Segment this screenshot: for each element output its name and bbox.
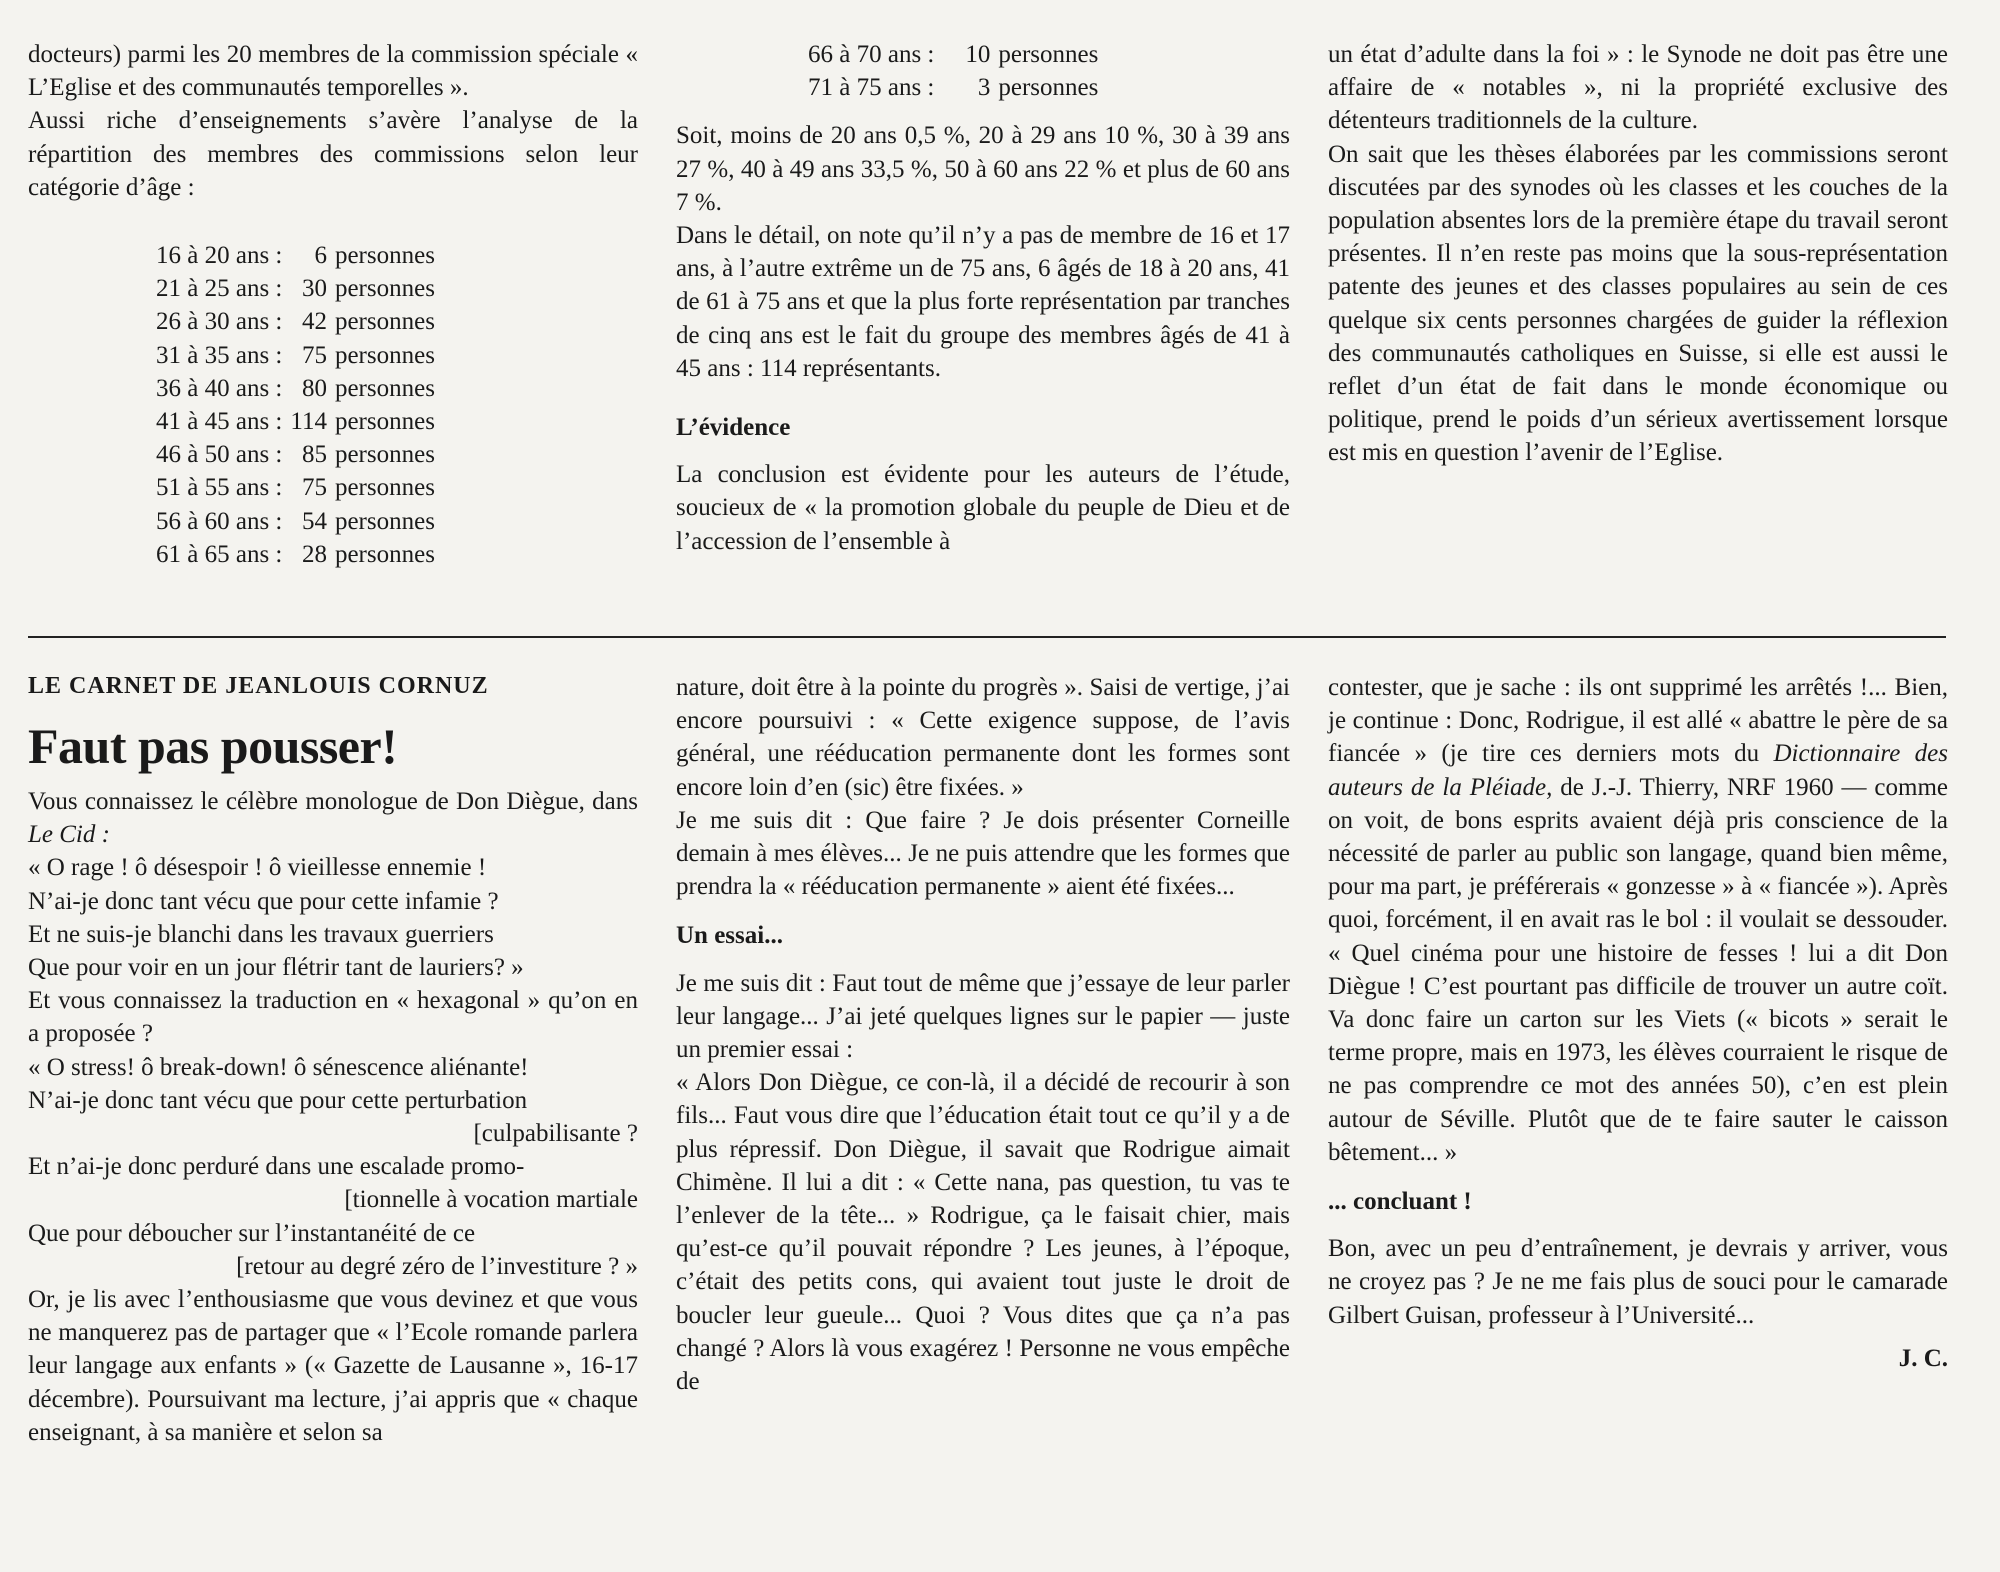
section-subheading: Un essai... — [676, 922, 783, 950]
paragraph: La conclusion est évidente pour les auteurs de l’étude, soucieux de « la promotion globale du peuple de Dieu et de l’accession de l’ensemble à — [676, 461, 1290, 555]
section-subheading: ... concluant ! — [1328, 1188, 1472, 1216]
age-count: 6 — [314, 242, 327, 270]
paragraph: Je me suis dit : Faut tout de même que j’essaye de leur parler leur langage... J’ai jeté quelques lignes sur le papier — juste un premier essai : — [676, 969, 1290, 1064]
age-row — [156, 405, 435, 438]
verse-line: N’ai-je donc tant vécu que pour cette infamie ? — [28, 887, 499, 915]
verse-line-continuation: [tionnelle à vocation martiale — [344, 1186, 638, 1214]
paragraph — [1328, 671, 1948, 1169]
age-count: 28 — [301, 540, 327, 568]
age-range: 66 à 70 ans : — [808, 41, 935, 68]
author-signature: J. C. — [1898, 1344, 1948, 1372]
age-unit: personnes — [334, 540, 435, 568]
paragraph: un état d’adulte dans la foi » : le Synode ne doit pas être une affaire de « notables », ni la propriété exclusive des détenteurs traditionnels de la culture. — [1328, 41, 1948, 135]
paragraph: On sait que les thèses élaborées par les commissions seront discutées par des synodes où les classes et les couches de la population absentes lors de la première étape du travail seront présentes. Il n’en reste pas moins que la sous-représentation patente des jeunes et des classes populaires au sein de ces quelque six cents personnes chargées de guider la réflexion des communautés catholiques en Suisse, si elle est aussi le reflet d’un état de fait dans le monde économique ou politique, prend le poids d’un sérieux avertissement lorsque est mis en question l’avenir de l’Eglise. — [1328, 140, 1948, 467]
age-count: 30 — [301, 275, 327, 303]
verse-quote — [28, 851, 638, 984]
verse-line: N’ai-je donc tant vécu que pour cette perturbation — [28, 1086, 528, 1114]
section-subheading: L’évidence — [676, 414, 791, 442]
paragraph: docteurs) parmi les 20 membres de la commission spéciale « L’Eglise et des communautés temporelles ». — [28, 41, 638, 102]
paragraph: Dans le détail, on note qu’il n’y a pas de membre de 16 et 17 ans, à l’autre extrême un de 75 ans, 6 âgés de 18 à 20 ans, 41 de 61 à 75 ans et que la plus forte représentation par tranches de cinq ans est le fait du groupe des membres âgés de 41 à 45 ans : 114 représentants. — [676, 222, 1290, 382]
horizontal-divider — [28, 636, 1946, 638]
bottom-column-2 — [676, 671, 1290, 1398]
age-distribution-table — [156, 239, 435, 571]
verse-line: Et ne suis-je blanchi dans les travaux guerriers — [28, 920, 494, 948]
age-row — [156, 372, 435, 405]
book-title: Dictionnaire des auteurs de la Pléiade, — [1328, 740, 1948, 801]
paragraph: Soit, moins de 20 ans 0,5 %, 20 à 29 ans 10 %, 30 à 39 ans 27 %, 40 à 49 ans 33,5 %, 50 à 60 ans 22 % et plus de 60 ans 7 %. — [676, 122, 1290, 216]
age-unit: personnes — [334, 408, 435, 436]
age-unit: personnes — [334, 308, 435, 336]
age-row — [156, 438, 435, 471]
verse-line: Et n’ai-je donc perduré dans une escalade promo- — [28, 1153, 525, 1181]
age-unit: personnes — [998, 74, 1099, 102]
age-row — [156, 538, 435, 571]
age-range: 26 à 30 ans : — [156, 308, 283, 336]
paragraph — [28, 785, 638, 851]
top-column-1 — [28, 38, 638, 571]
intro-text: Vous connaissez le célèbre monologue de Don Diègue, dans — [28, 788, 638, 815]
verse-line: « O rage ! ô désespoir ! ô vieillesse ennemie ! — [28, 854, 487, 882]
paragraph: « Alors Don Diègue, ce con-là, il a décidé de recourir à son fils... Faut vous dire que l’éducation était tout ce qu’il y a de plus répressif. Don Diègue, il savait que Rodrigue aimait Chimène. Il lui a dit : « Cette nana, pas question, tu vas te l’enlever de la tête... » Rodrigue, ça le faisait chier, mais qu’est-ce qu’il pouvait répondre ? Les jeunes, à l’époque, c’était des petits cons, qui avaient tout juste le droit de boucler leur gueule... Quoi ? Vous dites que ça n’a pas changé ? Alors là vous exagérez ! Personne ne vous empêche de — [676, 1069, 1290, 1396]
bottom-column-3 — [1328, 671, 1948, 1375]
age-row — [156, 339, 435, 372]
age-row — [156, 305, 435, 338]
age-row — [156, 272, 435, 305]
age-count: 3 — [977, 74, 991, 102]
article-headline: Faut pas pousser! — [28, 718, 398, 774]
paragraph: Or, je lis avec l’enthousiasme que vous devinez et que vous ne manquerez pas de partager que « l’Ecole romande parlera leur langage aux enfants » (« Gazette de Lausanne », 16-17 décembre). Poursuivant ma lecture, j’ai appris que « chaque enseignant, à sa manière et selon sa — [28, 1286, 638, 1446]
verse-line: « O stress! ô break-down! ô sénescence aliénante! — [28, 1053, 529, 1081]
age-unit: personnes — [334, 242, 435, 270]
age-count: 75 — [301, 474, 327, 502]
paragraph: nature, doit être à la pointe du progrès ». Saisi de vertige, j’ai encore poursuivi : « Cette exigence suppose, de l’avis général, une rééducation permanente dont les formes sont encore loin d’en (sic) être fixées. » — [676, 674, 1290, 801]
age-count: 75 — [301, 341, 327, 369]
paragraph: Je me suis dit : Que faire ? Je dois présenter Corneille demain à mes élèves... Je ne puis attendre que les formes que prendra la « rééducation permanente » aient été fixées... — [676, 806, 1290, 901]
age-range: 61 à 65 ans : — [156, 540, 283, 568]
paragraph: Et vous connaissez la traduction en « hexagonal » qu’on en a proposée ? — [28, 987, 638, 1048]
age-count: 54 — [301, 507, 327, 535]
age-unit: personnes — [334, 341, 435, 369]
age-unit: personnes — [334, 275, 435, 303]
age-range: 71 à 75 ans : — [808, 74, 935, 102]
age-range: 31 à 35 ans : — [156, 341, 283, 369]
verse-line: Que pour voir en un jour flétrir tant de lauriers? » — [28, 954, 524, 982]
age-range: 51 à 55 ans : — [156, 474, 283, 502]
age-unit: personnes — [334, 374, 435, 402]
age-row — [156, 471, 435, 504]
age-unit: personnes — [998, 41, 1099, 68]
age-count: 114 — [290, 408, 327, 436]
age-range: 21 à 25 ans : — [156, 275, 283, 303]
top-column-3 — [1328, 38, 1948, 470]
verse-line: Que pour déboucher sur l’instantanéité de ce — [28, 1219, 476, 1247]
age-unit: personnes — [334, 441, 435, 469]
age-range: 16 à 20 ans : — [156, 242, 283, 270]
text-run: de J.-J. Thierry, NRF 1960 — comme on voit, de bons esprits avaient déjà pris conscience de la nécessité de parler au public son langage, quand bien même, pour ma part, je préférerais « gonzesse » à « fiancée »). Après quoi, forcément, il en avait ras le bol : il voulait se dessouder. « Quel cinéma pour une histoire de fesses ! lui a dit Don Diègue ! C’est pourtant pas difficile de trouver un autre coït. Va donc faire un carton sur les Viets (« bicots » serait le terme propre, mais en 1973, les élèves courraient le risque de ne pas comprendre ce mot des années 50), c’en est plein autour de Séville. Plutôt que de te faire sauter le caisson bêtement... » — [1328, 773, 1949, 1166]
age-range: 56 à 60 ans : — [156, 507, 283, 535]
age-count: 85 — [301, 441, 327, 469]
age-range: 36 à 40 ans : — [156, 374, 283, 402]
top-column-2 — [676, 38, 1290, 558]
verse-line-continuation: [retour au degré zéro de l’investiture ? » — [236, 1252, 638, 1280]
column-kicker: LE CARNET DE JEANLOUIS CORNUZ — [28, 673, 489, 699]
paragraph: Bon, avec un peu d’entraînement, je devrais y arriver, vous ne croyez pas ? Je ne me fais plus de souci pour le camarade Gilbert Guisan, professeur à l’Université... — [1328, 1235, 1948, 1329]
age-range: 46 à 50 ans : — [156, 441, 283, 469]
age-unit: personnes — [334, 507, 435, 535]
bottom-column-1 — [28, 671, 638, 1449]
age-count: 10 — [965, 41, 991, 68]
paragraph: Aussi riche d’enseignements s’avère l’analyse de la répartition des membres des commissions selon leur catégorie d’âge : — [28, 107, 638, 201]
age-range: 41 à 45 ans : — [156, 408, 283, 436]
age-row — [808, 38, 1098, 71]
age-count: 42 — [301, 308, 327, 336]
verse-line-continuation: [culpabilisante ? — [473, 1120, 638, 1148]
age-distribution-table-continued — [808, 38, 1098, 104]
age-count: 80 — [301, 374, 327, 402]
age-row — [156, 505, 435, 538]
text-run: contester, que je sache : ils ont supprimé les arrêtés !... Bien, je continue : Donc, Rodrigue, il est allé « abattre le père de sa fiancée » (je tire ces derniers mots du — [1328, 674, 1948, 768]
age-row — [156, 239, 435, 272]
age-row — [808, 71, 1098, 104]
work-title: Le Cid : — [28, 821, 110, 849]
age-unit: personnes — [334, 474, 435, 502]
